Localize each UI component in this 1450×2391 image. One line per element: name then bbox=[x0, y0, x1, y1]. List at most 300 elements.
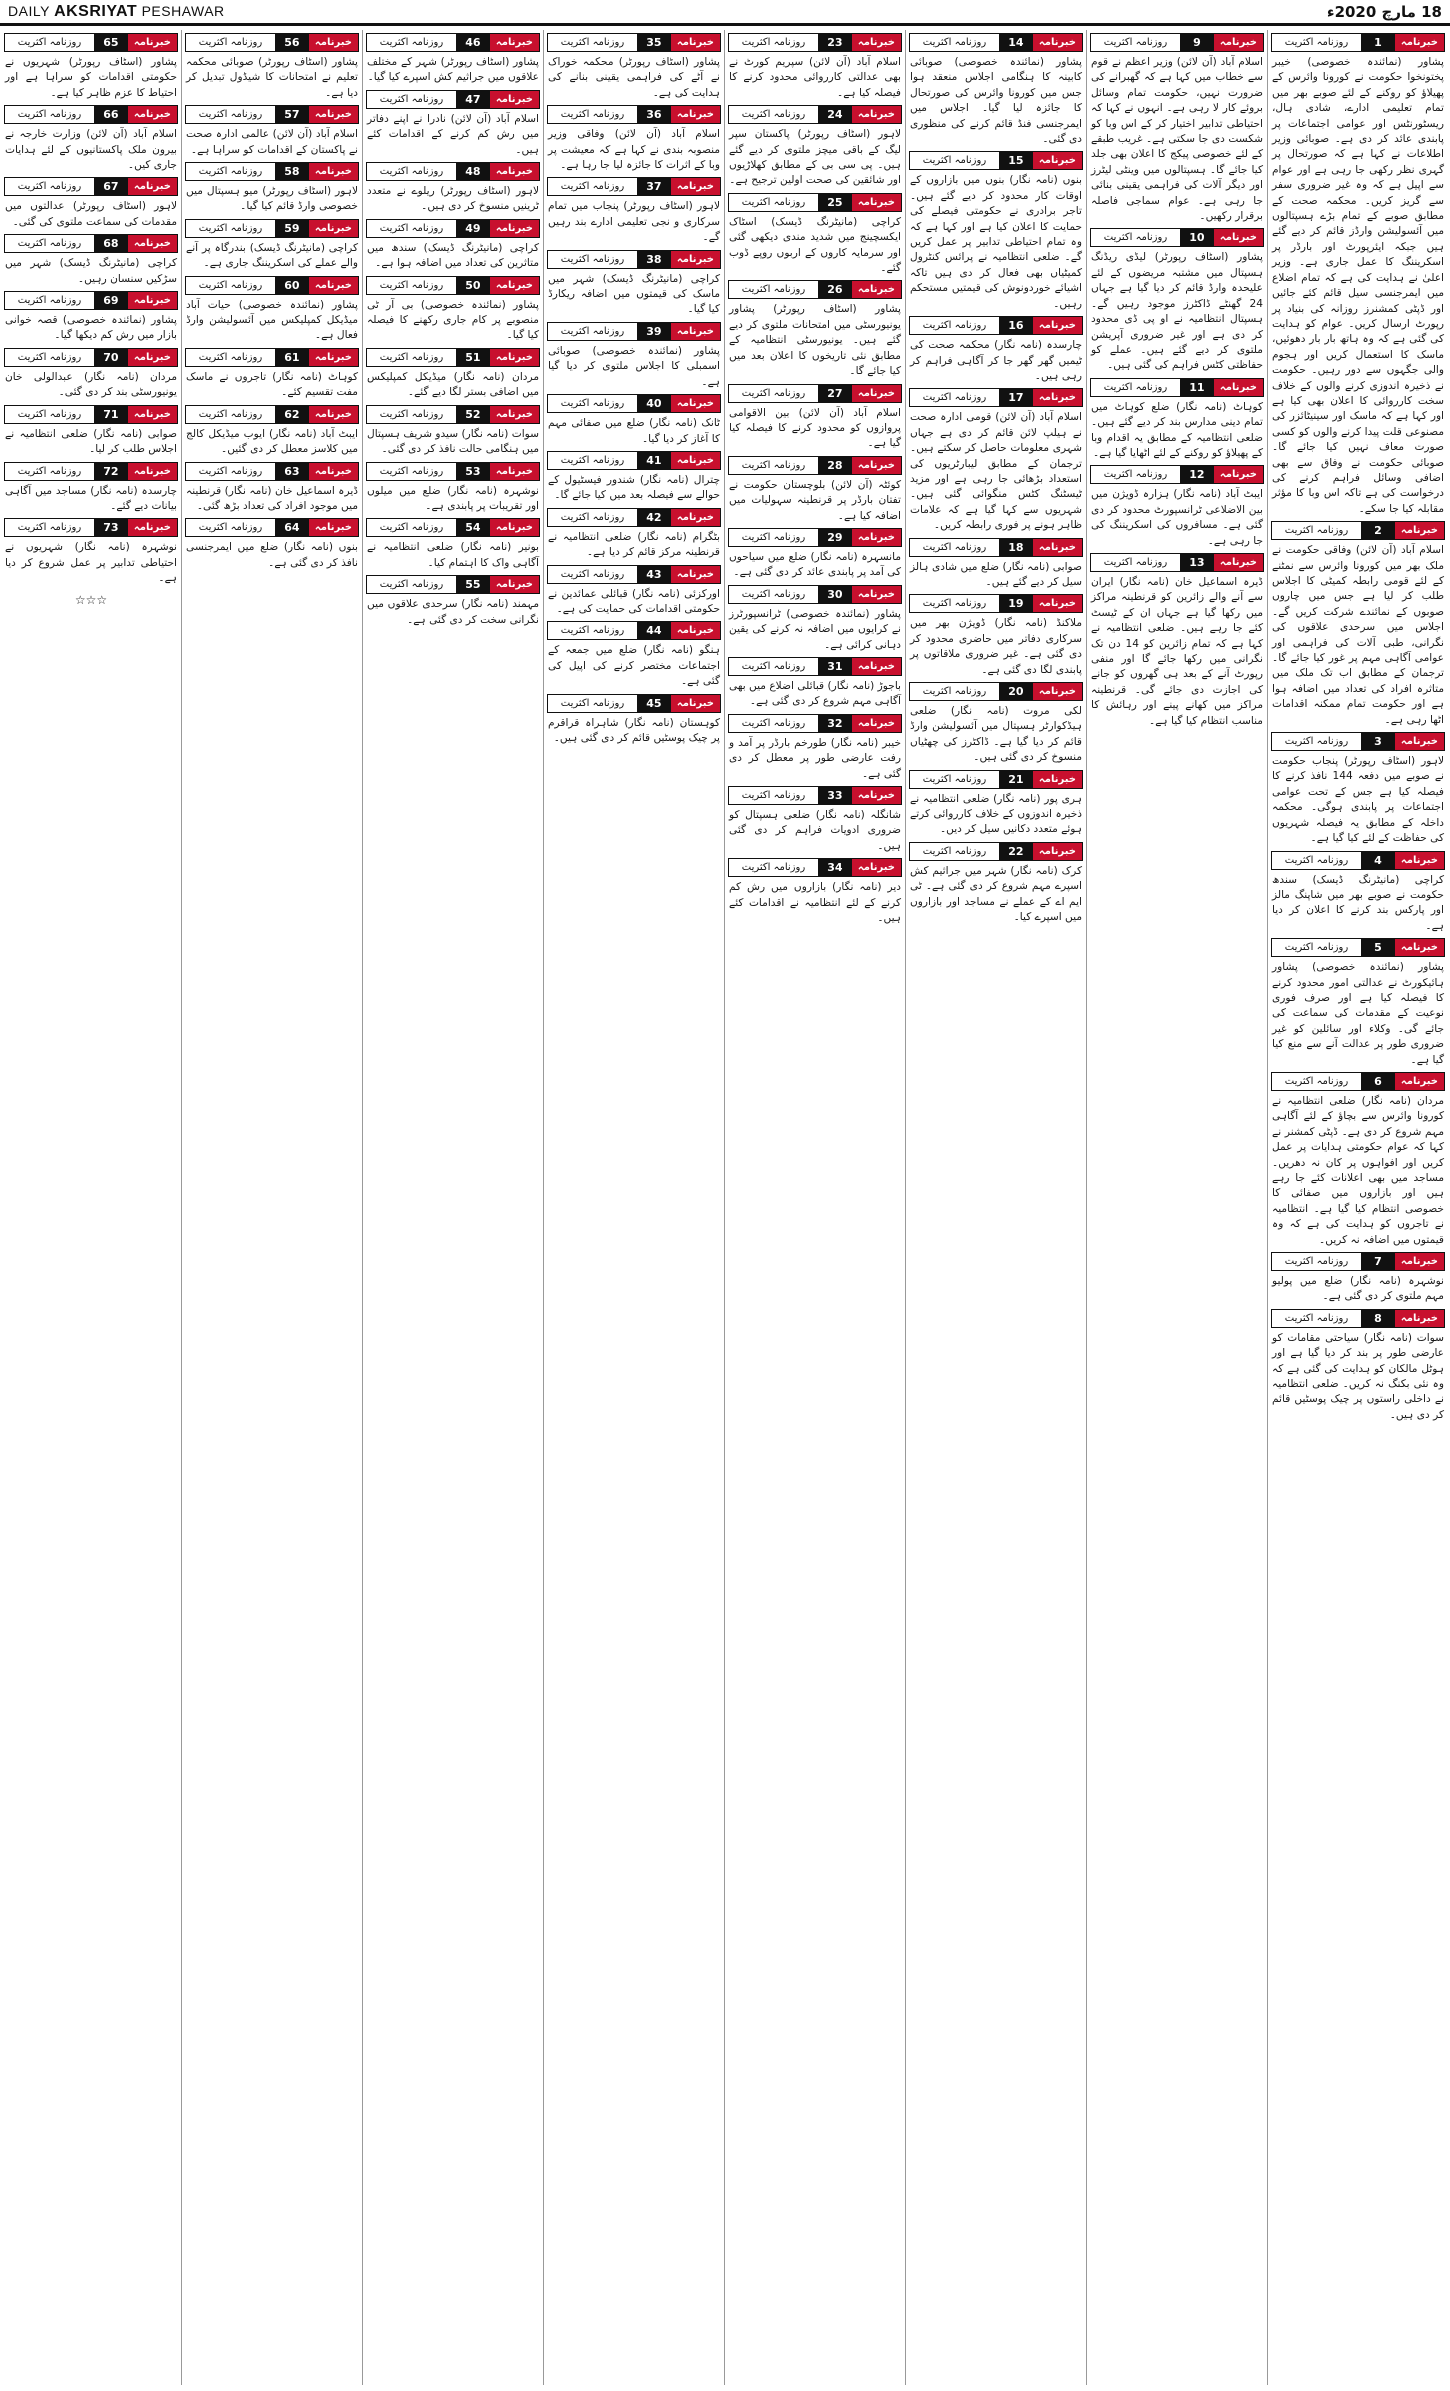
news-number: 27 bbox=[818, 385, 852, 402]
news-label: خبرنامہ bbox=[1033, 683, 1082, 700]
news-item bbox=[364, 162, 542, 215]
news-item bbox=[2, 462, 180, 515]
news-text: لاہور (اسٹاف رپورٹر) پنجاب حکومت نے صوبے میں دفعہ 144 نافذ کرنے کا فیصلہ کیا ہے جس کے تحت عوامی اجتماعات پر پابندی ہوگی۔ محکمہ داخلہ کے مطابق یہ فیصلہ شہریوں کی حفاظت کے لئے کیا گیا ہے۔ bbox=[1272, 755, 1444, 845]
news-item bbox=[726, 105, 904, 189]
column-rule bbox=[362, 30, 363, 2385]
news-label: خبرنامہ bbox=[671, 106, 720, 123]
news-label: خبرنامہ bbox=[1214, 554, 1263, 571]
news-text: پشاور (اسٹاف رپورٹر) محکمہ خوراک نے آٹے کی فراہمی یقینی بنانے کی ہدایت کی ہے۔ bbox=[548, 56, 720, 99]
news-item-header bbox=[909, 33, 1083, 52]
news-number: 19 bbox=[999, 595, 1033, 612]
news-item-header bbox=[728, 105, 902, 124]
news-text: خیبر (نامہ نگار) طورخم بارڈر پر آمد و رفت عارضی طور پر معطل کر دی گئی ہے۔ bbox=[729, 736, 901, 780]
news-number: 24 bbox=[818, 106, 852, 123]
news-number: 46 bbox=[456, 34, 490, 51]
news-source: روزنامہ اکثریت bbox=[1272, 522, 1361, 539]
news-item-header bbox=[185, 33, 359, 52]
news-source: روزنامہ اکثریت bbox=[186, 34, 275, 51]
news-number: 2 bbox=[1361, 522, 1395, 539]
news-source: روزنامہ اکثریت bbox=[548, 622, 637, 639]
news-item bbox=[1088, 228, 1266, 373]
news-item bbox=[364, 33, 542, 86]
news-number: 35 bbox=[637, 34, 671, 51]
news-source: روزنامہ اکثریت bbox=[548, 509, 637, 526]
news-source: روزنامہ اکثریت bbox=[367, 406, 456, 423]
news-item-header bbox=[4, 177, 178, 196]
news-text: بنوں (نامہ نگار) ضلع میں ایمرجنسی نافذ کر دی گئی ہے۔ bbox=[186, 541, 358, 569]
news-number: 53 bbox=[456, 463, 490, 480]
news-source: روزنامہ اکثریت bbox=[367, 576, 456, 593]
news-item-header bbox=[547, 105, 721, 124]
news-source: روزنامہ اکثریت bbox=[910, 595, 999, 612]
news-text: کرک (نامہ نگار) شہر میں جراثیم کش اسپرے مہم شروع کر دی گئی ہے۔ ٹی ایم اے کے عملے نے مساجد اور بازاروں میں اسپرے کیا۔ bbox=[910, 864, 1082, 924]
news-label: خبرنامہ bbox=[1395, 852, 1444, 869]
news-item-header bbox=[366, 90, 540, 109]
news-label: خبرنامہ bbox=[490, 519, 539, 536]
news-label: خبرنامہ bbox=[128, 235, 177, 252]
news-item-header bbox=[4, 33, 178, 52]
news-item bbox=[183, 405, 361, 458]
news-source: روزنامہ اکثریت bbox=[5, 406, 94, 423]
news-text: کراچی (مانیٹرنگ ڈیسک) سندھ میں متاثرین کی تعداد میں اضافہ ہوا ہے۔ bbox=[367, 241, 539, 270]
news-text: نوشہرہ (نامہ نگار) ضلع میں میلوں اور تقریبات پر پابندی ہے۔ bbox=[367, 484, 539, 512]
news-number: 54 bbox=[456, 519, 490, 536]
news-item-header bbox=[1090, 228, 1264, 247]
news-source: روزنامہ اکثریت bbox=[5, 463, 94, 480]
news-item bbox=[183, 276, 361, 344]
news-text: پشاور (نمائندہ خصوصی) پشاور ہائیکورٹ نے عدالتی امور محدود کرنے کا فیصلہ کیا ہے اور صرف فوری نوعیت کے مقدمات کی سماعت کی جائے گی۔ وکلاء اور سائلین کو غیر ضروری طور پر عدالت آنے سے منع کیا گیا ہے۔ bbox=[1272, 961, 1444, 1066]
news-number: 37 bbox=[637, 178, 671, 195]
news-source: روزنامہ اکثریت bbox=[367, 220, 456, 237]
news-text: کوہاٹ (نامہ نگار) ضلع کوہاٹ میں تمام دینی مدارس بند کر دیے گئے ہیں۔ ضلعی انتظامیہ کے مطابق یہ اقدام وبا کے پھیلاؤ کو روکنے کے لئے اٹھایا گیا ہے۔ bbox=[1091, 400, 1263, 459]
news-number: 40 bbox=[637, 395, 671, 412]
news-label: خبرنامہ bbox=[490, 91, 539, 108]
news-item-header bbox=[547, 621, 721, 640]
news-item bbox=[1269, 732, 1447, 846]
news-source: روزنامہ اکثریت bbox=[548, 452, 637, 469]
news-number: 47 bbox=[456, 91, 490, 108]
news-text: اسلام آباد (آن لائن) عالمی ادارہ صحت نے پاکستان کے اقدامات کو سراہا ہے۔ bbox=[186, 128, 358, 156]
news-label: خبرنامہ bbox=[1395, 1073, 1444, 1090]
news-number: 22 bbox=[999, 843, 1033, 860]
news-column bbox=[907, 30, 1085, 2385]
news-item-header bbox=[366, 348, 540, 367]
news-number: 38 bbox=[637, 251, 671, 268]
news-item-header bbox=[728, 714, 902, 733]
news-item-header bbox=[909, 388, 1083, 407]
news-text: کراچی (مانیٹرنگ ڈیسک) اسٹاک ایکسچینج میں شدید مندی دیکھی گئی اور سرمایہ کاروں کے اربوں روپے ڈوب گئے۔ bbox=[729, 215, 901, 275]
news-text: پشاور (نمائندہ خصوصی) حیات آباد میڈیکل کمپلیکس میں آئسولیشن وارڈ فعال ہے۔ bbox=[186, 298, 358, 342]
news-item bbox=[183, 162, 361, 215]
news-number: 43 bbox=[637, 566, 671, 583]
news-source: روزنامہ اکثریت bbox=[186, 163, 275, 180]
news-number: 15 bbox=[999, 152, 1033, 169]
news-source: روزنامہ اکثریت bbox=[729, 457, 818, 474]
news-label: خبرنامہ bbox=[671, 323, 720, 340]
news-item-header bbox=[366, 276, 540, 295]
news-item bbox=[364, 518, 542, 571]
news-number: 32 bbox=[818, 715, 852, 732]
news-item-header bbox=[909, 151, 1083, 170]
news-label: خبرنامہ bbox=[671, 566, 720, 583]
news-text: اسلام آباد (آن لائن) وفاقی وزیر منصوبہ بندی نے کہا ہے کہ معیشت پر وبا کے اثرات کا جائزہ لیا جا رہا ہے۔ bbox=[548, 128, 720, 172]
news-item bbox=[726, 456, 904, 524]
news-number: 16 bbox=[999, 317, 1033, 334]
news-label: خبرنامہ bbox=[671, 34, 720, 51]
news-label: خبرنامہ bbox=[309, 163, 358, 180]
news-item-header bbox=[1271, 1072, 1445, 1091]
news-source: روزنامہ اکثریت bbox=[548, 178, 637, 195]
column-rule bbox=[1267, 30, 1268, 2385]
news-item bbox=[1269, 33, 1447, 517]
news-text: پشاور (اسٹاف رپورٹر) صوبائی محکمہ تعلیم نے امتحانات کا شیڈول تبدیل کر دیا ہے۔ bbox=[186, 56, 358, 99]
news-number: 23 bbox=[818, 34, 852, 51]
news-text: ہنگو (نامہ نگار) ضلع میں جمعہ کے اجتماعات مختصر کرنے کی اپیل کی گئی ہے۔ bbox=[548, 644, 720, 688]
news-text: بونیر (نامہ نگار) ضلعی انتظامیہ نے آگاہی واک کا اہتمام کیا۔ bbox=[367, 541, 539, 569]
news-item-header bbox=[728, 280, 902, 299]
paper-name bbox=[8, 3, 225, 21]
paper-title: AKSRIYAT bbox=[54, 2, 138, 20]
news-item-header bbox=[1271, 851, 1445, 870]
news-source: روزنامہ اکثریت bbox=[5, 235, 94, 252]
news-text: لاہور (اسٹاف رپورٹر) عدالتوں میں مقدمات کی سماعت ملتوی کی گئی۔ bbox=[5, 200, 177, 228]
news-item bbox=[183, 348, 361, 401]
news-item bbox=[726, 193, 904, 277]
news-item-header bbox=[547, 508, 721, 527]
news-item-header bbox=[366, 33, 540, 52]
news-number: 51 bbox=[456, 349, 490, 366]
news-item bbox=[726, 714, 904, 782]
news-text: پشاور (نمائندہ خصوصی) قصہ خوانی بازار میں رش کم دیکھا گیا۔ bbox=[5, 314, 177, 342]
news-text: سوات (نامہ نگار) سیاحتی مقامات کو عارضی طور پر بند کر دیا گیا ہے اور ہوٹل مالکان کو ہدایت کی گئی ہے کہ وہ نئی بکنگ نہ کریں۔ ضلعی انتظامیہ نے داخلی راستوں پر چیک پوسٹیں قائم کر دی ہیں۔ bbox=[1272, 1331, 1444, 1421]
news-text: نوشہرہ (نامہ نگار) شہریوں نے احتیاطی تدابیر پر عمل شروع کر دیا ہے۔ bbox=[5, 541, 177, 585]
news-text: ہری پور (نامہ نگار) ضلعی انتظامیہ نے ذخیرہ اندوزوں کے خلاف کارروائی کرتے ہوئے متعدد دکانیں سیل کر دیں۔ bbox=[910, 792, 1082, 836]
news-number: 30 bbox=[818, 586, 852, 603]
news-number: 5 bbox=[1361, 939, 1395, 956]
news-item-header bbox=[4, 234, 178, 253]
news-text: پشاور (نمائندہ خصوصی) صوبائی اسمبلی کا اجلاس ملتوی کر دیا گیا ہے۔ bbox=[548, 344, 720, 388]
news-item bbox=[2, 518, 180, 586]
news-item-header bbox=[185, 105, 359, 124]
news-text: باجوڑ (نامہ نگار) قبائلی اضلاع میں بھی آگاہی مہم شروع کر دی گئی ہے۔ bbox=[729, 679, 901, 708]
news-label: خبرنامہ bbox=[309, 277, 358, 294]
news-label: خبرنامہ bbox=[309, 106, 358, 123]
news-label: خبرنامہ bbox=[671, 509, 720, 526]
news-number: 71 bbox=[94, 406, 128, 423]
news-label: خبرنامہ bbox=[671, 395, 720, 412]
news-number: 69 bbox=[94, 292, 128, 309]
news-number: 66 bbox=[94, 106, 128, 123]
news-text: اسلام آباد (آن لائن) وزیر اعظم نے قوم سے خطاب میں کہا ہے کہ گھبرانے کی ضرورت نہیں، حکومت تمام وسائل بروئے کار لا رہی ہے۔ انہوں نے کہا کہ احتیاطی تدابیر اختیار کر کے اس وبا کو شکست دی جا سکتی ہے۔ غریب طبقے کے لئے خصوصی پیکج کا اعلان بھی جلد کیا جائے گا۔ ہسپتالوں میں وینٹی لیٹرز اور دیگر آلات کی فراہمی یقینی بنائی جا رہی ہے۔ عوام سماجی فاصلہ برقرار رکھیں۔ bbox=[1091, 56, 1263, 223]
news-item bbox=[1269, 1309, 1447, 1423]
news-item bbox=[2, 33, 180, 101]
news-text: اسلام آباد (آن لائن) سپریم کورٹ نے بھی عدالتی کارروائی محدود کرنے کا فیصلہ کیا ہے۔ bbox=[729, 56, 901, 99]
news-item-header bbox=[547, 565, 721, 584]
news-number: 45 bbox=[637, 695, 671, 712]
news-label: خبرنامہ bbox=[309, 220, 358, 237]
news-item bbox=[907, 316, 1085, 384]
news-source: روزنامہ اکثریت bbox=[5, 349, 94, 366]
news-number: 72 bbox=[94, 463, 128, 480]
news-text: پشاور (نمائندہ خصوصی) ٹرانسپورٹرز نے کرایوں میں اضافہ نہ کرنے کی یقین دہانی کرائی ہے۔ bbox=[729, 607, 901, 651]
news-item-header bbox=[909, 316, 1083, 335]
column-rule bbox=[724, 30, 725, 2385]
news-label: خبرنامہ bbox=[490, 349, 539, 366]
news-source: روزنامہ اکثریت bbox=[910, 152, 999, 169]
news-item-header bbox=[4, 348, 178, 367]
news-page bbox=[0, 30, 1450, 2391]
news-text: لاہور (اسٹاف رپورٹر) میو ہسپتال میں خصوصی وارڈ قائم کیا گیا۔ bbox=[186, 185, 358, 213]
news-label: خبرنامہ bbox=[1395, 939, 1444, 956]
news-item bbox=[726, 585, 904, 653]
news-number: 44 bbox=[637, 622, 671, 639]
news-number: 14 bbox=[999, 34, 1033, 51]
news-text: کوئٹہ (آن لائن) بلوچستان حکومت نے تفتان بارڈر پر قرنطینہ سہولیات میں اضافہ کیا ہے۔ bbox=[729, 478, 901, 522]
news-label: خبرنامہ bbox=[852, 859, 901, 876]
news-label: خبرنامہ bbox=[1214, 229, 1263, 246]
masthead bbox=[0, 0, 1450, 26]
news-source: روزنامہ اکثریت bbox=[910, 683, 999, 700]
news-item-header bbox=[728, 193, 902, 212]
news-text: اسلام آباد (آن لائن) وفاقی حکومت نے ملک بھر میں کورونا وائرس سے نمٹنے کے لئے قومی رابطہ کمیٹی کا اجلاس طلب کر لیا ہے جس میں چاروں صوبوں کے نمائندے شرکت کریں گے۔ اجلاس میں سرحدی علاقوں کی نگرانی، طبی آلات کی فراہمی اور عوامی آگاہی مہم پر غور کیا جائے گا۔ ترجمان کے مطابق اب تک ملک میں متاثرہ افراد کی تعداد میں اضافہ ہوا ہے اور حکومت تمام ممکنہ اقدامات اٹھا رہی ہے۔ bbox=[1272, 544, 1444, 726]
news-number: 26 bbox=[818, 281, 852, 298]
column-rule bbox=[181, 30, 182, 2385]
news-item bbox=[1269, 938, 1447, 1068]
news-label: خبرنامہ bbox=[309, 463, 358, 480]
news-label: خبرنامہ bbox=[852, 106, 901, 123]
news-label: خبرنامہ bbox=[671, 178, 720, 195]
news-item bbox=[364, 90, 542, 158]
news-item bbox=[183, 33, 361, 101]
news-source: روزنامہ اکثریت bbox=[548, 695, 637, 712]
news-label: خبرنامہ bbox=[1214, 34, 1263, 51]
news-text: ملاکنڈ (نامہ نگار) ڈویژن بھر میں سرکاری دفاتر میں حاضری محدود کر دی گئی ہے۔ غیر ضروری ملاقاتوں پر پابندی لگا دی گئی ہے۔ bbox=[910, 617, 1082, 676]
news-source: روزنامہ اکثریت bbox=[5, 292, 94, 309]
news-label: خبرنامہ bbox=[852, 385, 901, 402]
news-item-header bbox=[185, 348, 359, 367]
news-item bbox=[726, 280, 904, 379]
news-column bbox=[1088, 30, 1266, 2385]
news-item-header bbox=[728, 456, 902, 475]
news-item-header bbox=[185, 462, 359, 481]
news-label: خبرنامہ bbox=[852, 658, 901, 675]
news-item bbox=[907, 770, 1085, 838]
news-item-header bbox=[1090, 465, 1264, 484]
news-number: 33 bbox=[818, 787, 852, 804]
news-text: کراچی (مانیٹرنگ ڈیسک) سندھ حکومت نے صوبے بھر میں شاپنگ مالز اور پارکس بند کرنے کا اعلان کر دیا ہے۔ bbox=[1272, 873, 1444, 932]
news-label: خبرنامہ bbox=[1395, 522, 1444, 539]
news-source: روزنامہ اکثریت bbox=[5, 106, 94, 123]
news-label: خبرنامہ bbox=[309, 34, 358, 51]
news-item bbox=[1269, 1072, 1447, 1248]
news-text: پشاور (اسٹاف رپورٹر) پشاور یونیورسٹی میں امتحانات ملتوی کر دیے گئے ہیں۔ یونیورسٹی انتظامیہ کے مطابق نئی تاریخوں کا اعلان بعد میں کیا جائے گا۔ bbox=[729, 303, 901, 378]
news-item-header bbox=[547, 250, 721, 269]
news-label: خبرنامہ bbox=[309, 406, 358, 423]
news-item-header bbox=[366, 219, 540, 238]
news-number: 52 bbox=[456, 406, 490, 423]
news-item-header bbox=[185, 276, 359, 295]
news-text: مہمند (نامہ نگار) سرحدی علاقوں میں نگرانی سخت کر دی گئی ہے۔ bbox=[367, 598, 539, 626]
news-item-header bbox=[1090, 553, 1264, 572]
news-text: کوہاٹ (نامہ نگار) تاجروں نے ماسک مفت تقسیم کئے۔ bbox=[186, 370, 358, 399]
news-item-header bbox=[185, 405, 359, 424]
news-item bbox=[726, 858, 904, 926]
news-item-header bbox=[4, 405, 178, 424]
news-text: ایبٹ آباد (نامہ نگار) ایوب میڈیکل کالج میں کلاسز معطل کر دی گئیں۔ bbox=[186, 427, 358, 456]
news-source: روزنامہ اکثریت bbox=[367, 463, 456, 480]
news-label: خبرنامہ bbox=[852, 529, 901, 546]
news-column bbox=[1269, 30, 1447, 2385]
news-number: 25 bbox=[818, 194, 852, 211]
news-number: 56 bbox=[275, 34, 309, 51]
news-source: روزنامہ اکثریت bbox=[729, 715, 818, 732]
news-item bbox=[545, 177, 723, 245]
news-text: مردان (نامہ نگار) ضلعی انتظامیہ نے کورونا وائرس سے بچاؤ کے لئے آگاہی مہم شروع کر دی ہے۔ ڈپٹی کمشنر نے کہا کہ عوام حکومتی ہدایات پر عمل کریں اور افواہوں پر کان نہ دھریں۔ مساجد میں بھی اعلانات کئے جا رہے ہیں اور بازاروں میں صفائی کا خصوصی انتظام کیا گیا ہے۔ انتظامیہ نے تاجروں کو ہدایت کی ہے کہ وہ قیمتوں میں اضافہ نہ کریں۔ bbox=[1272, 1094, 1444, 1246]
news-number: 67 bbox=[94, 178, 128, 195]
news-number: 4 bbox=[1361, 852, 1395, 869]
news-item bbox=[907, 682, 1085, 766]
news-item bbox=[1088, 465, 1266, 549]
news-item bbox=[726, 33, 904, 101]
news-label: خبرنامہ bbox=[128, 349, 177, 366]
news-item bbox=[2, 348, 180, 401]
news-label: خبرنامہ bbox=[852, 586, 901, 603]
news-column bbox=[364, 30, 542, 2385]
news-source: روزنامہ اکثریت bbox=[186, 220, 275, 237]
news-item bbox=[907, 33, 1085, 147]
news-item-header bbox=[4, 105, 178, 124]
news-item-header bbox=[185, 219, 359, 238]
news-source: روزنامہ اکثریت bbox=[1091, 229, 1180, 246]
news-item bbox=[2, 234, 180, 287]
news-text: مردان (نامہ نگار) میڈیکل کمپلیکس میں اضافی بستر لگا دیے گئے۔ bbox=[367, 370, 539, 399]
news-source: روزنامہ اکثریت bbox=[729, 787, 818, 804]
news-text: چارسدہ (نامہ نگار) مساجد میں آگاہی بیانات دیے گئے۔ bbox=[5, 484, 177, 512]
news-item bbox=[2, 177, 180, 230]
issue-date: 18 مارچ 2020ء bbox=[1326, 2, 1442, 21]
news-label: خبرنامہ bbox=[1033, 34, 1082, 51]
news-label: خبرنامہ bbox=[309, 349, 358, 366]
news-text: پشاور (اسٹاف رپورٹر) لیڈی ریڈنگ ہسپتال میں مشتبہ مریضوں کے لئے علیحدہ وارڈ قائم کر دیا گیا ہے جہاں 24 گھنٹے ڈاکٹرز موجود رہیں گے۔ ہسپتال انتظامیہ نے او پی ڈی محدود کر دی ہے اور غیر ضروری آپریشن ملتوی کر دیے گئے ہیں۔ عملے کو حفاظتی کٹس فراہم کی گئی ہیں۔ bbox=[1091, 251, 1263, 372]
news-number: 61 bbox=[275, 349, 309, 366]
news-item bbox=[1269, 1252, 1447, 1305]
news-source: روزنامہ اکثریت bbox=[729, 385, 818, 402]
news-item bbox=[545, 565, 723, 618]
news-text: کوہستان (نامہ نگار) شاہراہ قراقرم پر چیک پوسٹیں قائم کر دی گئی ہیں۔ bbox=[548, 716, 720, 744]
news-source: روزنامہ اکثریت bbox=[1272, 1073, 1361, 1090]
column-rule bbox=[905, 30, 906, 2385]
news-source: روزنامہ اکثریت bbox=[1091, 34, 1180, 51]
news-text: کراچی (مانیٹرنگ ڈیسک) بندرگاہ پر آنے والے عملے کی اسکریننگ جاری ہے۔ bbox=[186, 241, 358, 270]
news-number: 48 bbox=[456, 163, 490, 180]
news-number: 68 bbox=[94, 235, 128, 252]
news-item-header bbox=[909, 770, 1083, 789]
news-source: روزنامہ اکثریت bbox=[1272, 1253, 1361, 1270]
news-source: روزنامہ اکثریت bbox=[1272, 34, 1361, 51]
news-item-header bbox=[366, 575, 540, 594]
news-number: 60 bbox=[275, 277, 309, 294]
news-source: روزنامہ اکثریت bbox=[5, 178, 94, 195]
news-number: 29 bbox=[818, 529, 852, 546]
news-source: روزنامہ اکثریت bbox=[367, 277, 456, 294]
news-text: مانسہرہ (نامہ نگار) ضلع میں سیاحوں کی آمد پر پابندی عائد کر دی گئی ہے۔ bbox=[729, 550, 901, 579]
news-text: لاہور (اسٹاف رپورٹر) پنجاب میں تمام سرکاری و نجی تعلیمی ادارے بند رہیں گے۔ bbox=[548, 200, 720, 244]
news-number: 11 bbox=[1180, 379, 1214, 396]
news-number: 58 bbox=[275, 163, 309, 180]
news-item-header bbox=[728, 657, 902, 676]
news-number: 39 bbox=[637, 323, 671, 340]
news-item bbox=[364, 219, 542, 272]
news-item-header bbox=[1271, 33, 1445, 52]
news-item-header bbox=[366, 405, 540, 424]
news-number: 50 bbox=[456, 277, 490, 294]
end-mark: ☆☆☆ bbox=[74, 592, 108, 607]
news-label: خبرنامہ bbox=[1214, 466, 1263, 483]
news-item bbox=[364, 462, 542, 515]
news-column bbox=[2, 30, 180, 2385]
news-number: 70 bbox=[94, 349, 128, 366]
news-number: 21 bbox=[999, 771, 1033, 788]
news-label: خبرنامہ bbox=[1395, 1253, 1444, 1270]
news-number: 20 bbox=[999, 683, 1033, 700]
news-source: روزنامہ اکثریت bbox=[910, 317, 999, 334]
news-source: روزنامہ اکثریت bbox=[548, 566, 637, 583]
news-item bbox=[545, 694, 723, 747]
news-label: خبرنامہ bbox=[128, 34, 177, 51]
news-text: دیر (نامہ نگار) بازاروں میں رش کم کرنے کے لئے انتظامیہ نے اقدامات کئے ہیں۔ bbox=[729, 881, 901, 925]
news-item bbox=[183, 518, 361, 571]
news-item bbox=[545, 394, 723, 447]
news-item-header bbox=[728, 528, 902, 547]
news-item bbox=[364, 348, 542, 401]
news-label: خبرنامہ bbox=[852, 715, 901, 732]
news-item-header bbox=[1271, 1309, 1445, 1328]
news-label: خبرنامہ bbox=[309, 519, 358, 536]
news-text: پشاور (نمائندہ خصوصی) خیبر پختونخوا حکومت نے کورونا وائرس کے پھیلاؤ کو روکنے کے لئے صوبے بھر میں تمام تعلیمی ادارے، شادی ہال، ریسٹورنٹس اور عوامی اجتماعات پر پابندی عائد کر دی ہے۔ صوبائی وزیر اطلاعات نے کہا ہے کہ صورتحال پر گہری نظر رکھی جا رہی ہے اور عوام سے اپیل ہے کہ وہ غیر ضروری سفر سے گریز کریں۔ محکمہ صحت کے مطابق صوبے کے تمام بڑے ہسپتالوں میں آئسولیشن وارڈز قائم کر دیے گئے ہیں جبکہ ایئرپورٹ اور بارڈر پر اسکریننگ کا عمل جاری ہے۔ وزیر اعلیٰ نے ہدایت کی ہے کہ تمام اضلاع میں ایمرجنسی سیل قائم کئے جائیں اور ڈپٹی کمشنرز روزانہ کی بنیاد پر رپورٹ ارسال کریں۔ عوام کو ہدایت کی گئی ہے کہ وہ ہاتھ بار بار دھوئیں، ماسک کا استعمال کریں اور ہجوم والی جگہوں سے دور رہیں۔ حکومت نے ذخیرہ اندوزی کرنے والوں کے خلاف سخت کارروائی کا اعلان بھی کیا ہے اور کہا ہے کہ ماسک اور سینیٹائزر کی مصنوعی قلت پیدا کرنے والوں کو کسی صورت معاف نہیں کیا جائے گا۔ صوبائی حکومت نے وفاق سے بھی اضافی وسائل فراہم کرنے کی درخواست کی ہے تاکہ اس وبا کا مؤثر مقابلہ کیا جا سکے۔ bbox=[1272, 56, 1444, 515]
news-number: 64 bbox=[275, 519, 309, 536]
news-text: اسلام آباد (آن لائن) وزارت خارجہ نے بیرون ملک پاکستانیوں کے لئے ہدایات جاری کیں۔ bbox=[5, 128, 177, 172]
news-number: 31 bbox=[818, 658, 852, 675]
news-item-header bbox=[366, 162, 540, 181]
news-number: 49 bbox=[456, 220, 490, 237]
news-label: خبرنامہ bbox=[490, 406, 539, 423]
news-item bbox=[545, 105, 723, 173]
news-source: روزنامہ اکثریت bbox=[910, 34, 999, 51]
news-source: روزنامہ اکثریت bbox=[729, 586, 818, 603]
news-text: ڈیرہ اسماعیل خان (نامہ نگار) ایران سے آنے والے زائرین کو قرنطینہ مراکز میں رکھا گیا ہے جہاں ان کے ٹیسٹ کئے جا رہے ہیں۔ ضلعی انتظامیہ نے کہا ہے کہ تمام زائرین کو 14 دن تک نگرانی میں رکھا جائے گا اور منفی رپورٹ آنے کے بعد ہی گھروں کو جانے کی اجازت دی جائے گی۔ قرنطینہ مراکز میں کھانے پینے اور رہائش کا مناسب انتظام کیا گیا ہے۔ bbox=[1091, 575, 1263, 727]
news-source: روزنامہ اکثریت bbox=[548, 34, 637, 51]
news-item-header bbox=[1271, 521, 1445, 540]
news-number: 7 bbox=[1361, 1253, 1395, 1270]
news-source: روزنامہ اکثریت bbox=[5, 519, 94, 536]
news-source: روزنامہ اکثریت bbox=[729, 281, 818, 298]
news-label: خبرنامہ bbox=[852, 457, 901, 474]
news-label: خبرنامہ bbox=[128, 178, 177, 195]
news-text: اورکزئی (نامہ نگار) قبائلی عمائدین نے حکومتی اقدامات کی حمایت کی ہے۔ bbox=[548, 587, 720, 615]
news-item-header bbox=[547, 33, 721, 52]
news-text: پشاور (نمائندہ خصوصی) صوبائی کابینہ کا ہنگامی اجلاس منعقد ہوا جس میں کورونا وائرس کی صورتحال کا جائزہ لیا گیا۔ اجلاس میں ایمرجنسی فنڈ قائم کرنے کی منظوری دی گئی۔ bbox=[910, 56, 1082, 146]
news-item-header bbox=[1090, 33, 1264, 52]
news-text: شانگلہ (نامہ نگار) ضلعی ہسپتال کو ضروری ادویات فراہم کر دی گئی ہیں۔ bbox=[729, 809, 901, 852]
news-label: خبرنامہ bbox=[852, 194, 901, 211]
news-item-header bbox=[1271, 938, 1445, 957]
news-item-header bbox=[909, 682, 1083, 701]
news-item bbox=[1269, 521, 1447, 728]
news-item-header bbox=[728, 384, 902, 403]
news-item-header bbox=[4, 291, 178, 310]
news-item bbox=[183, 105, 361, 158]
news-label: خبرنامہ bbox=[1033, 539, 1082, 556]
